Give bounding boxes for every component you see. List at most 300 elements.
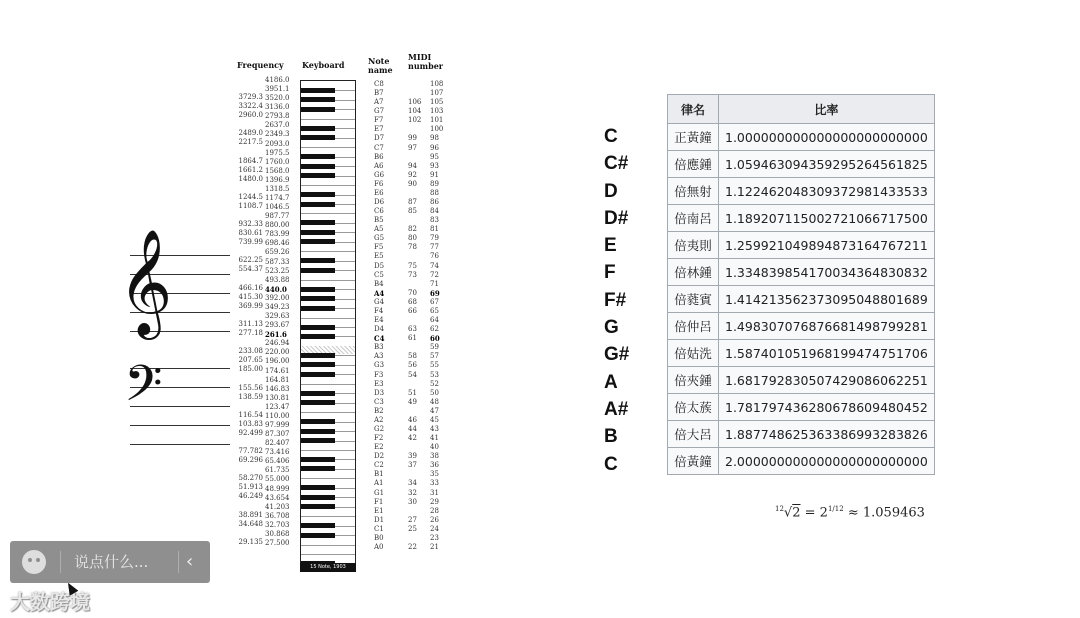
lv-name-cell: 倍黃鐘 xyxy=(668,448,719,475)
white-key-frequency: 82.407 xyxy=(265,439,290,448)
midi-number xyxy=(408,407,421,416)
midi-number: 56 xyxy=(408,361,417,370)
black-key xyxy=(301,258,335,263)
white-key-divider xyxy=(301,384,355,385)
black-key xyxy=(301,419,335,424)
black-key-frequency xyxy=(233,211,263,220)
note-name: G2 xyxy=(374,424,385,433)
black-key-frequency: 830.61 xyxy=(238,229,263,238)
note-name: B7 xyxy=(374,89,384,98)
white-key-frequency: 41.203 xyxy=(265,502,290,511)
midi-number: 35 xyxy=(430,470,439,479)
note-name: E7 xyxy=(374,125,384,134)
black-key-frequency: 932.33 xyxy=(238,220,263,229)
white-key-frequency: 27.500 xyxy=(265,538,290,547)
header-lv-name: 律名 xyxy=(668,95,719,124)
black-key xyxy=(301,533,335,538)
white-key-frequency: 587.33 xyxy=(265,257,290,266)
black-key xyxy=(301,495,335,500)
note-name: F4 xyxy=(374,306,384,315)
white-key-frequency: 36.708 xyxy=(265,511,290,520)
white-key-frequency: 3951.1 xyxy=(265,85,290,94)
note-letter-column xyxy=(604,123,629,478)
white-key-frequency: 2793.8 xyxy=(265,112,290,121)
white-key-frequency: 440.0 xyxy=(265,284,287,294)
midi-number: 57 xyxy=(430,352,439,361)
ratio-cell: 1.334839854170034364830832 xyxy=(719,259,935,286)
midi-number: 40 xyxy=(430,443,439,452)
table-row xyxy=(668,313,935,340)
midi-number: 107 xyxy=(430,89,444,98)
midi-number: 80 xyxy=(408,234,417,243)
white-key-frequency: 32.703 xyxy=(265,520,290,529)
black-key-frequency: 138.59 xyxy=(238,392,263,401)
chat-input-bar[interactable] xyxy=(10,541,210,583)
midi-number: 60 xyxy=(430,334,440,344)
table-row xyxy=(668,232,935,259)
black-key-frequency: 51.913 xyxy=(238,483,263,492)
black-key xyxy=(301,88,335,93)
note-name: E3 xyxy=(374,379,384,388)
black-key-frequency: 116.54 xyxy=(238,410,263,419)
white-key-frequencies xyxy=(265,76,290,548)
midi-number: 41 xyxy=(430,434,439,443)
midi-number: 83 xyxy=(430,216,439,225)
ratio-cell: 1.122462048309372981433533 xyxy=(719,178,935,205)
black-key xyxy=(301,135,335,140)
black-key xyxy=(301,154,335,159)
note-name: E4 xyxy=(374,316,384,325)
black-key xyxy=(301,296,335,301)
white-key-divider xyxy=(301,545,355,546)
lv-name-cell: 倍林鍾 xyxy=(668,259,719,286)
temperament-ratio-table xyxy=(667,94,935,475)
white-key-divider xyxy=(301,478,355,479)
table-row xyxy=(668,286,935,313)
black-key xyxy=(301,107,335,112)
white-key-frequency: 783.99 xyxy=(265,230,290,239)
note-name: G3 xyxy=(374,361,385,370)
black-key xyxy=(301,97,335,102)
black-key-frequency: 233.08 xyxy=(238,347,263,356)
lv-name-cell: 倍夷則 xyxy=(668,232,719,259)
midi-number xyxy=(408,189,421,198)
midi-number: 25 xyxy=(408,524,417,533)
midi-number: 46 xyxy=(408,415,417,424)
midi-number: 104 xyxy=(408,107,422,116)
white-key-frequency: 61.735 xyxy=(265,466,290,475)
note-name: G5 xyxy=(374,234,385,243)
black-key xyxy=(301,325,335,330)
midi-number: 49 xyxy=(408,397,417,406)
black-key-frequency xyxy=(233,275,263,284)
divider xyxy=(178,551,179,573)
white-key-frequency: 293.67 xyxy=(265,321,290,330)
note-name: A3 xyxy=(374,352,384,361)
midi-number: 50 xyxy=(430,388,439,397)
ratio-cell: 1.498307076876681498799281 xyxy=(719,313,935,340)
black-key-frequency: 46.249 xyxy=(238,492,263,501)
white-key-frequency: 987.77 xyxy=(265,212,290,221)
black-key xyxy=(301,287,335,292)
formula-base: 2 xyxy=(819,505,828,521)
white-key-frequency: 261.6 xyxy=(265,330,287,340)
white-key-frequency: 1568.0 xyxy=(265,166,290,175)
black-key-frequency: 155.56 xyxy=(238,383,263,392)
midi-number: 52 xyxy=(430,379,439,388)
midi-number: 84 xyxy=(430,207,439,216)
midi-number: 108 xyxy=(430,80,444,88)
watermark-logo: 大数跨境 xyxy=(10,590,90,614)
black-key-frequency xyxy=(233,502,263,511)
note-names xyxy=(374,80,384,552)
midi-number: 29 xyxy=(430,497,439,506)
black-key xyxy=(301,391,335,396)
black-key-frequency: 466.16 xyxy=(238,283,263,292)
black-key-frequency: 58.270 xyxy=(238,474,263,483)
black-key-frequency xyxy=(233,529,263,538)
black-key xyxy=(301,353,335,358)
black-key xyxy=(301,438,335,443)
black-key-frequency xyxy=(233,465,263,474)
black-key-frequencies xyxy=(233,93,263,547)
white-key-divider xyxy=(301,516,355,517)
midi-number: 27 xyxy=(408,515,417,524)
white-key-frequency: 164.81 xyxy=(265,375,290,384)
midi-number: 72 xyxy=(430,270,439,279)
note-name: F2 xyxy=(374,434,384,443)
note-name: G7 xyxy=(374,107,385,116)
note-name: C1 xyxy=(374,524,384,533)
note-letter: C# xyxy=(604,153,629,175)
note-name: C6 xyxy=(374,207,384,216)
black-key-frequency: 34.648 xyxy=(238,519,263,528)
ratio-cell: 1.781797436280678609480452 xyxy=(719,394,935,421)
note-letter: F# xyxy=(604,289,627,311)
midi-number: 38 xyxy=(430,452,439,461)
note-name: A7 xyxy=(374,98,384,107)
black-key xyxy=(301,504,335,509)
white-key-frequency: 1318.5 xyxy=(265,184,290,193)
black-key-frequency: 29.135 xyxy=(238,537,263,546)
white-key-frequency: 659.26 xyxy=(265,248,290,257)
note-name: A0 xyxy=(374,542,384,551)
emoji-icon[interactable] xyxy=(22,550,46,574)
midi-number: 23 xyxy=(430,533,439,542)
black-key-frequency: 1661.2 xyxy=(238,165,263,174)
white-key-divider xyxy=(301,554,355,555)
black-key-frequency: 2960.0 xyxy=(238,111,263,120)
midi-number xyxy=(408,153,421,162)
midi-number: 69 xyxy=(430,288,440,298)
white-key-frequency: 43.654 xyxy=(265,493,290,502)
black-key-frequency: 739.99 xyxy=(238,238,263,247)
table-row xyxy=(668,259,935,286)
lv-name-cell: 倍大呂 xyxy=(668,421,719,448)
midi-all-numbers xyxy=(430,80,443,552)
midi-number: 96 xyxy=(430,143,439,152)
white-key-frequency: 698.46 xyxy=(265,239,290,248)
midi-number xyxy=(408,316,421,325)
black-key-frequency xyxy=(233,374,263,383)
midi-number: 45 xyxy=(430,415,439,424)
midi-number: 102 xyxy=(408,116,422,125)
lv-name-cell: 倍無射 xyxy=(668,178,719,205)
black-key xyxy=(301,230,335,235)
midi-number xyxy=(408,552,421,561)
white-key-frequency: 220.00 xyxy=(265,348,290,357)
black-key-frequency xyxy=(233,338,263,347)
treble-clef-icon: 𝄞 xyxy=(118,228,173,335)
lv-name-cell: 倍姑洗 xyxy=(668,340,719,367)
black-key xyxy=(301,268,335,273)
table-row xyxy=(668,448,935,475)
chat-input-placeholder[interactable]: 说点什么... xyxy=(74,553,149,571)
midi-number: 85 xyxy=(408,207,417,216)
note-letter: D# xyxy=(604,207,629,229)
white-key-divider xyxy=(301,318,355,319)
note-letter: G xyxy=(604,317,619,339)
table-row xyxy=(668,205,935,232)
midi-number: 105 xyxy=(430,98,444,107)
black-key-frequency xyxy=(233,311,263,320)
note-name: D6 xyxy=(374,198,385,207)
note-name: C5 xyxy=(374,270,384,279)
note-name: D7 xyxy=(374,134,385,143)
midi-number: 78 xyxy=(408,243,417,252)
lv-name-cell: 倍南呂 xyxy=(668,205,719,232)
note-name: D4 xyxy=(374,325,385,334)
black-key-frequency: 311.13 xyxy=(238,319,263,328)
note-letter: A# xyxy=(604,398,629,420)
white-key-frequency: 1396.9 xyxy=(265,175,290,184)
midi-number: 91 xyxy=(430,170,439,179)
header-frequency: Frequency xyxy=(237,60,284,70)
midi-number: 64 xyxy=(430,316,439,325)
midi-number: 79 xyxy=(430,234,439,243)
midi-number: 73 xyxy=(408,270,417,279)
divider xyxy=(60,551,61,573)
white-key-frequency: 3136.0 xyxy=(265,103,290,112)
ratio-cell: 1.000000000000000000000000 xyxy=(719,124,935,151)
midi-number: 31 xyxy=(430,488,439,497)
note-letter: D xyxy=(604,180,618,202)
lv-name-cell: 倍蕤賓 xyxy=(668,286,719,313)
white-key-frequency: 1046.5 xyxy=(265,203,290,212)
white-key-frequency: 73.416 xyxy=(265,448,290,457)
midi-number: 81 xyxy=(430,225,439,234)
note-name: B4 xyxy=(374,279,384,288)
formula-radicand: 2 xyxy=(792,505,801,521)
white-key-frequency: 146.83 xyxy=(265,384,290,393)
black-key xyxy=(301,126,335,131)
note-name: G6 xyxy=(374,170,385,179)
ratio-cell: 1.681792830507429086062251 xyxy=(719,367,935,394)
white-key-frequency: 110.00 xyxy=(265,411,290,420)
midi-number: 36 xyxy=(430,461,439,470)
piano-keyboard-diagram xyxy=(300,80,356,572)
black-key xyxy=(301,466,335,471)
ratio-cell: 1.059463094359295264561825 xyxy=(719,151,935,178)
note-name: B2 xyxy=(374,406,384,415)
midi-number: 47 xyxy=(430,406,439,415)
black-key xyxy=(301,220,335,225)
note-name: C8 xyxy=(374,80,384,88)
black-key-frequency: 1108.7 xyxy=(238,201,263,210)
black-key-frequency: 3322.4 xyxy=(238,102,263,111)
black-key xyxy=(301,192,335,197)
midi-number: 106 xyxy=(408,98,422,107)
black-key xyxy=(301,173,335,178)
note-name: C2 xyxy=(374,461,384,470)
white-key-frequency: 196.00 xyxy=(265,357,290,366)
midi-number: 94 xyxy=(408,161,417,170)
table-row xyxy=(668,421,935,448)
note-name: A1 xyxy=(374,479,384,488)
black-key-frequency: 415.30 xyxy=(238,292,263,301)
header-ratio: 比率 xyxy=(719,95,935,124)
bass-staff-line xyxy=(130,444,230,445)
note-name: G4 xyxy=(374,297,385,306)
midi-number: 28 xyxy=(430,506,439,515)
note-letter: C xyxy=(604,453,618,475)
black-key-frequency: 2217.5 xyxy=(238,138,263,147)
midi-number: 34 xyxy=(408,479,417,488)
white-key-frequency: 123.47 xyxy=(265,402,290,411)
white-key-frequency: 48.999 xyxy=(265,484,290,493)
midi-number: 39 xyxy=(408,452,417,461)
ratio-cell: 1.189207115002721066717500 xyxy=(719,205,935,232)
black-key-frequency: 69.296 xyxy=(238,456,263,465)
ratio-cell: 1.587401051968199474751706 xyxy=(719,340,935,367)
collapse-chevron-icon[interactable]: ‹ xyxy=(186,551,194,572)
midi-number: 22 xyxy=(408,542,417,551)
black-key xyxy=(301,362,335,367)
white-key-frequency: 392.00 xyxy=(265,293,290,302)
white-key-frequency: 349.23 xyxy=(265,302,290,311)
white-key-frequency: 55.000 xyxy=(265,475,290,484)
black-key xyxy=(301,334,335,339)
white-key-divider xyxy=(301,251,355,252)
table-row xyxy=(668,340,935,367)
midi-number: 88 xyxy=(430,188,439,197)
note-letter: G# xyxy=(604,344,630,366)
white-key-frequency: 1760.0 xyxy=(265,157,290,166)
midi-number: 98 xyxy=(430,134,439,143)
white-key-frequency: 880.00 xyxy=(265,221,290,230)
midi-number: 21 xyxy=(430,542,439,551)
white-key-frequency: 30.868 xyxy=(265,529,290,538)
table-row xyxy=(668,151,935,178)
lv-name-cell: 倍應鍾 xyxy=(668,151,719,178)
bass-staff-line xyxy=(130,425,230,426)
black-key-frequency: 38.891 xyxy=(238,510,263,519)
white-key-frequency: 87.307 xyxy=(265,430,290,439)
white-key-divider xyxy=(301,450,355,451)
midi-number: 55 xyxy=(430,361,439,370)
white-key-frequency: 329.63 xyxy=(265,312,290,321)
black-key-frequency: 207.65 xyxy=(238,356,263,365)
black-key-frequency: 554.37 xyxy=(238,265,263,274)
black-key-frequency: 185.00 xyxy=(238,365,263,374)
midi-white-numbers xyxy=(408,80,421,561)
black-key xyxy=(301,164,335,169)
white-key-frequency: 246.94 xyxy=(265,339,290,348)
formula-exp-num: 1 xyxy=(827,505,833,513)
note-name: D2 xyxy=(374,452,385,461)
header-midi-number: MIDI number xyxy=(408,52,443,71)
midi-number: 53 xyxy=(430,370,439,379)
midi-number: 65 xyxy=(430,306,439,315)
black-key-frequency xyxy=(233,247,263,256)
midi-number: 71 xyxy=(430,279,439,288)
black-key-frequency: 369.99 xyxy=(238,301,263,310)
midi-number: 82 xyxy=(408,225,417,234)
black-key-frequency: 103.83 xyxy=(238,419,263,428)
black-key-frequency: 1864.7 xyxy=(238,156,263,165)
black-key-frequency: 77.782 xyxy=(238,447,263,456)
midi-number xyxy=(408,507,421,516)
midi-number: 100 xyxy=(430,125,444,134)
black-key-frequency: 92.499 xyxy=(238,428,263,437)
midi-number: 92 xyxy=(408,170,417,179)
note-name: F3 xyxy=(374,370,384,379)
header-note-name: Note name xyxy=(368,56,393,75)
white-key-frequency: 2637.0 xyxy=(265,121,290,130)
midi-number xyxy=(408,380,421,389)
midi-number: 37 xyxy=(408,461,417,470)
black-key xyxy=(301,429,335,434)
midi-number: 43 xyxy=(430,424,439,433)
midi-number xyxy=(408,252,421,261)
midi-number: 77 xyxy=(430,243,439,252)
midi-number: 30 xyxy=(408,497,417,506)
white-key-frequency: 4186.0 xyxy=(265,76,290,84)
note-name: A5 xyxy=(374,225,384,234)
midi-number: 62 xyxy=(430,325,439,334)
midi-number xyxy=(408,80,421,89)
black-key-frequency xyxy=(233,147,263,156)
midi-number: 68 xyxy=(408,297,417,306)
midi-number xyxy=(408,216,421,225)
black-key-frequency: 277.18 xyxy=(238,329,263,338)
lv-name-cell: 倍夾鍾 xyxy=(668,367,719,394)
note-name: D3 xyxy=(374,388,385,397)
white-key-frequency: 65.406 xyxy=(265,457,290,466)
midi-number: 51 xyxy=(408,388,417,397)
note-name: E1 xyxy=(374,506,384,515)
white-key-divider xyxy=(301,185,355,186)
midi-number: 59 xyxy=(430,343,439,352)
root-sign-icon: √ xyxy=(783,505,793,521)
midi-number: 67 xyxy=(430,297,439,306)
white-key-frequency: 523.25 xyxy=(265,266,290,275)
black-key-frequency: 3729.3 xyxy=(238,93,263,101)
black-key xyxy=(301,485,335,490)
note-name: A2 xyxy=(374,415,384,424)
note-name: F7 xyxy=(374,116,384,125)
midi-number: 86 xyxy=(430,198,439,207)
midi-number: 44 xyxy=(408,424,417,433)
midi-number: 101 xyxy=(430,116,444,125)
midi-number: 66 xyxy=(408,306,417,315)
note-name: E5 xyxy=(374,252,384,261)
black-key xyxy=(301,306,335,311)
note-name: B5 xyxy=(374,216,384,225)
note-name: C7 xyxy=(374,143,384,152)
midi-number: 33 xyxy=(430,479,439,488)
white-key-divider xyxy=(301,412,355,413)
